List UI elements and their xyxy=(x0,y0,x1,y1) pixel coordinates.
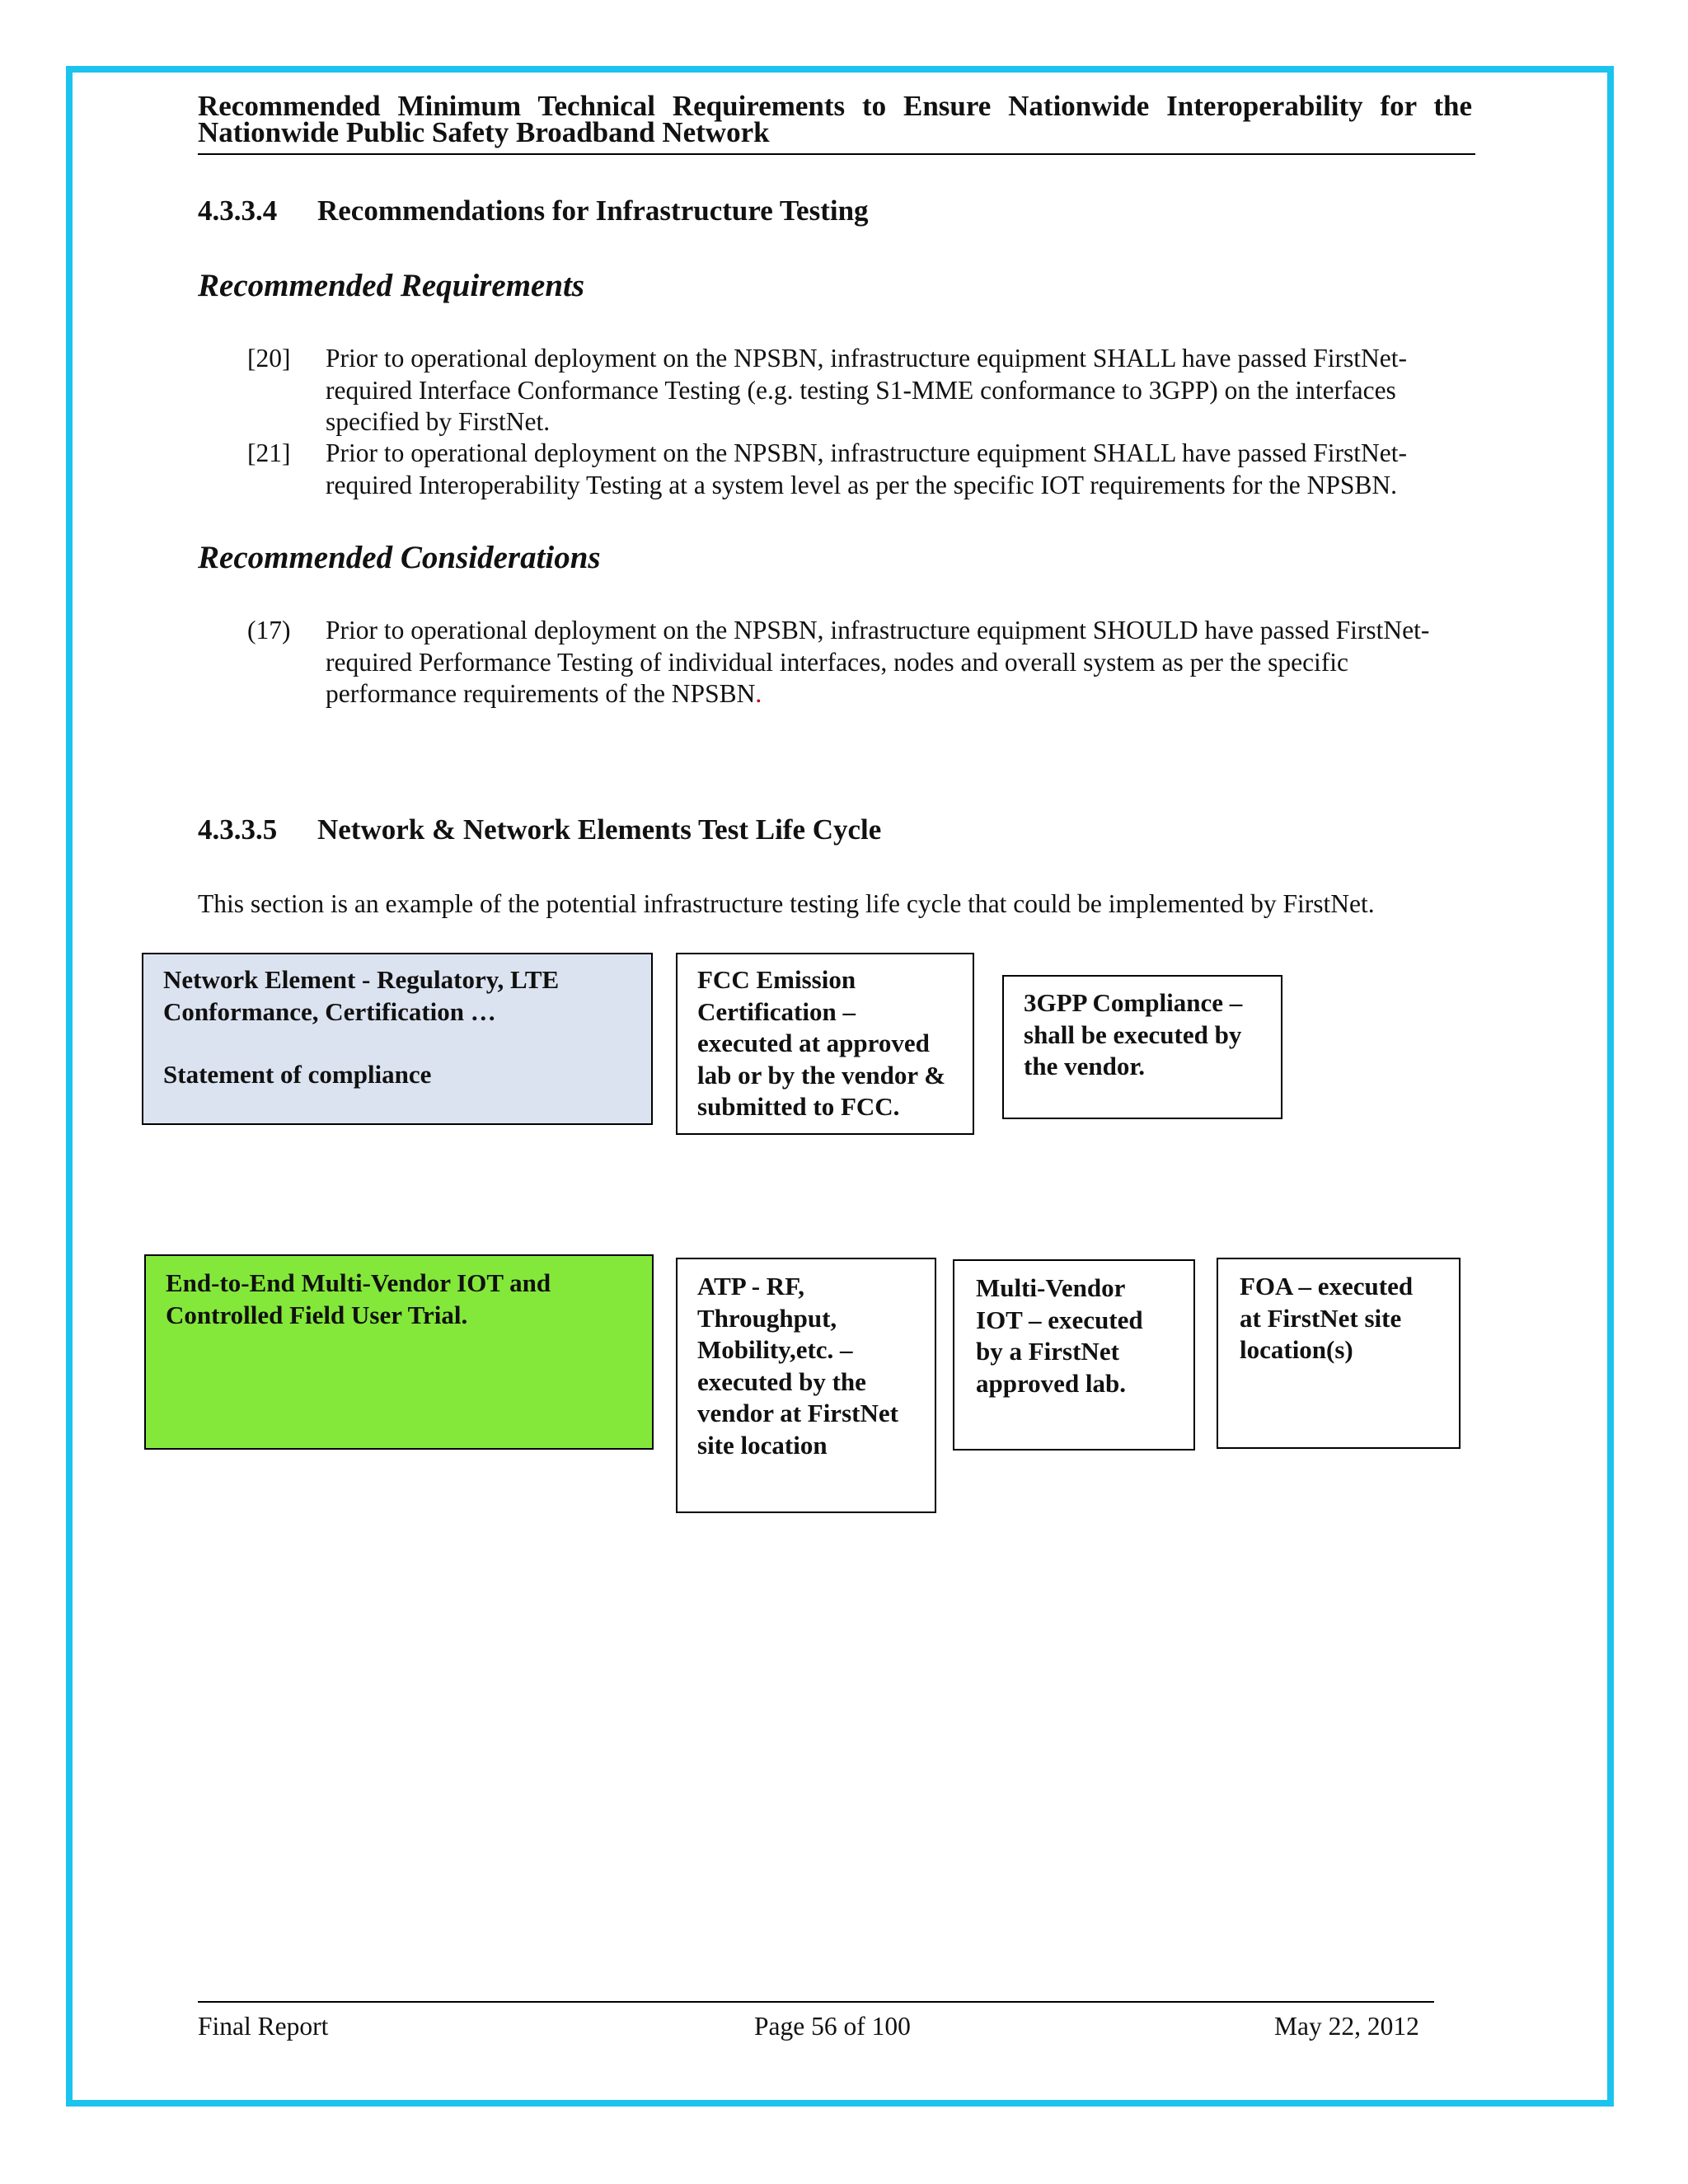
atp-box xyxy=(676,1258,936,1513)
box-text: FCC Emission Certification – executed at approved lab or by the vendor & submitted to FCC. xyxy=(697,965,946,1121)
requirement-number: [20] xyxy=(247,344,291,373)
consideration-end-mark: . xyxy=(755,679,762,708)
footer-left: Final Report xyxy=(198,2012,329,2041)
requirement-text: Prior to operational deployment on the NPSBN, infrastructure equipment SHALL have passed FirstNet-required Interface Conformance Testing (e.g. testing S1-MME conformance to 3GPP) on the interfaces specified by FirstNet. xyxy=(326,344,1407,436)
box-text: End-to-End Multi-Vendor IOT and Controlled Field User Trial. xyxy=(166,1268,551,1329)
section-title: Recommendations for Infrastructure Testing xyxy=(317,194,869,227)
box-text: 3GPP Compliance – shall be executed by the vendor. xyxy=(1024,988,1243,1080)
footer-date: May 22, 2012 xyxy=(1274,2012,1419,2041)
section-heading-4335 xyxy=(198,813,881,846)
recommended-requirements-heading: Recommended Requirements xyxy=(198,268,585,303)
consideration-text: Prior to operational deployment on the NPSBN, infrastructure equipment SHOULD have passed FirstNet-required Performance Testing of individual interfaces, nodes and overall system as per the specific performance requirements of the NPSBN xyxy=(326,616,1430,708)
section-intro: This section is an example of the potential infrastructure testing life cycle that could be implemented by FirstNet. xyxy=(198,889,1375,918)
box-line: Statement of compliance xyxy=(163,1060,432,1089)
e2e-multi-vendor-iot-box xyxy=(144,1254,654,1450)
3gpp-compliance-box xyxy=(1002,975,1282,1119)
box-text: ATP - RF, Throughput, Mobility,etc. – executed by the vendor at FirstNet site location xyxy=(697,1272,898,1460)
network-element-regulatory-box xyxy=(142,953,653,1125)
recommended-considerations-heading: Recommended Considerations xyxy=(198,540,601,575)
header-rule xyxy=(198,153,1475,155)
footer-page-number: Page 56 of 100 xyxy=(754,2012,911,2041)
foa-box xyxy=(1217,1258,1461,1449)
footer-rule xyxy=(198,2001,1434,2003)
consideration-text-wrap xyxy=(326,615,1479,710)
document-header-title: Recommended Minimum Technical Requirements to Ensure Nationwide Interoperability for the Nationwide Public Safety Broadband Network xyxy=(198,90,1472,148)
requirement-number: [21] xyxy=(247,438,291,467)
box-text: Multi-Vendor IOT – executed by a FirstNet approved lab. xyxy=(976,1273,1143,1398)
box-text: FOA – executed at FirstNet site location(s) xyxy=(1240,1272,1414,1364)
fcc-emission-box xyxy=(676,953,974,1135)
section-number: 4.3.3.5 xyxy=(198,813,278,846)
section-title: Network & Network Elements Test Life Cycle xyxy=(317,813,882,846)
consideration-number: (17) xyxy=(247,616,291,644)
multi-vendor-iot-box xyxy=(953,1259,1195,1451)
requirement-text: Prior to operational deployment on the NPSBN, infrastructure equipment SHALL have passed FirstNet-required Interoperability Testing at a system level as per the specific IOT requirements for the NPSBN. xyxy=(326,438,1407,499)
box-line: Network Element - Regulatory, LTE Conformance, Certification … xyxy=(163,965,560,1026)
section-heading-4334 xyxy=(198,194,869,227)
section-number: 4.3.3.4 xyxy=(198,194,278,227)
